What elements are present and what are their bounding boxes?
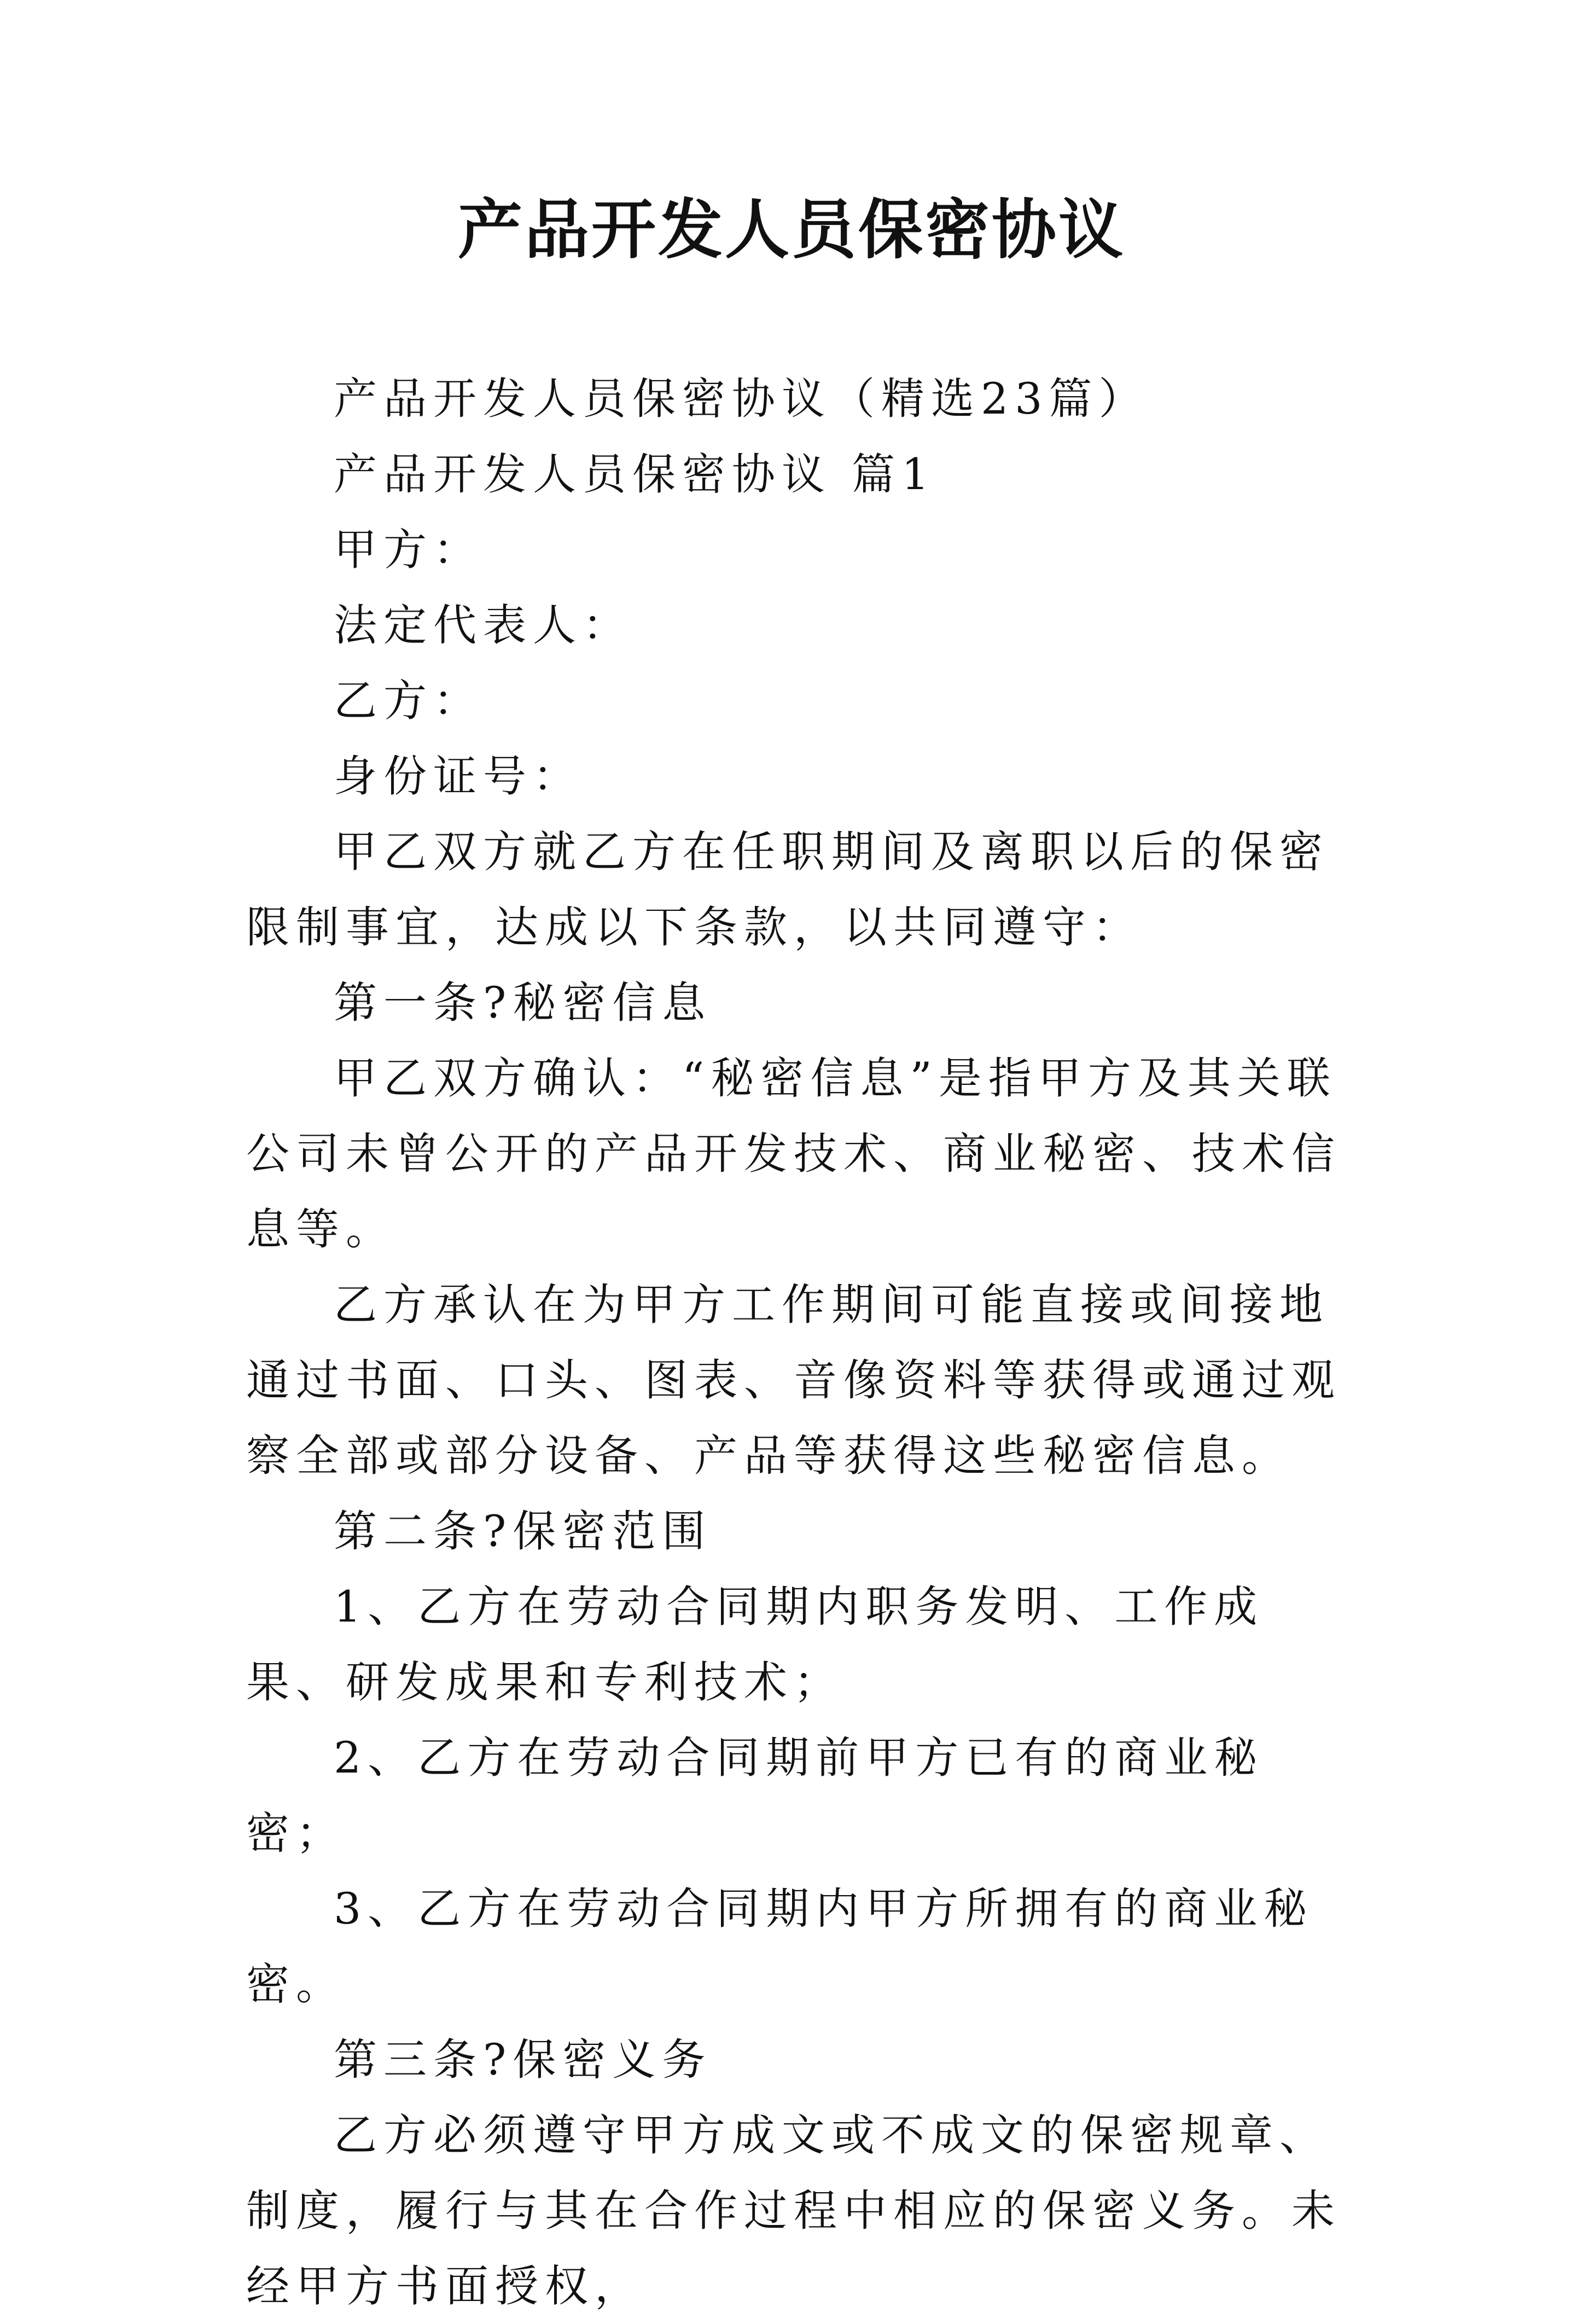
paragraph: 甲乙双方就乙方在任职期间及离职以后的保密限制事宜，达成以下条款，以共同遵守： [246, 827, 1329, 952]
paragraph: 第二条?保密范围 [334, 1506, 712, 1556]
paragraph: 产品开发人员保密协议 篇1 [334, 449, 936, 499]
paragraph: 身份证号： [334, 751, 583, 801]
paragraph: 甲乙双方确认：“秘密信息”是指甲方及其关联公司未曾公开的产品开发技术、商业秘密、技术信息等。 [246, 1053, 1341, 1254]
paragraph: 第三条?保密义务 [334, 2035, 712, 2085]
paragraph: 3、乙方在劳动合同期内甲方所拥有的商业秘密。 [246, 1884, 1314, 2009]
paragraph: 甲方： [334, 525, 483, 575]
paragraph: 1、乙方在劳动合同期内职务发明、工作成果、研发成果和专利技术； [246, 1582, 1264, 1707]
paragraph: 2、乙方在劳动合同期前甲方已有的商业秘密； [246, 1733, 1264, 1858]
paragraph: 第一条?秘密信息 [334, 978, 712, 1028]
paragraph: 产品开发人员保密协议（精选23篇） [334, 374, 1149, 424]
paragraph: 乙方必须遵守甲方成文或不成文的保密规章、制度，履行与其在合作过程中相应的保密义务。未经甲方书面授权， [246, 2110, 1341, 2311]
paragraph: 乙方： [334, 676, 483, 726]
document-title: 产品开发人员保密协议 [457, 191, 1125, 268]
paragraph: 法定代表人： [334, 600, 632, 650]
paragraph: 乙方承认在为甲方工作期间可能直接或间接地通过书面、口头、图表、音像资料等获得或通过观察全部或部分设备、产品等获得这些秘密信息。 [246, 1280, 1341, 1481]
document-body [246, 361, 1351, 2324]
